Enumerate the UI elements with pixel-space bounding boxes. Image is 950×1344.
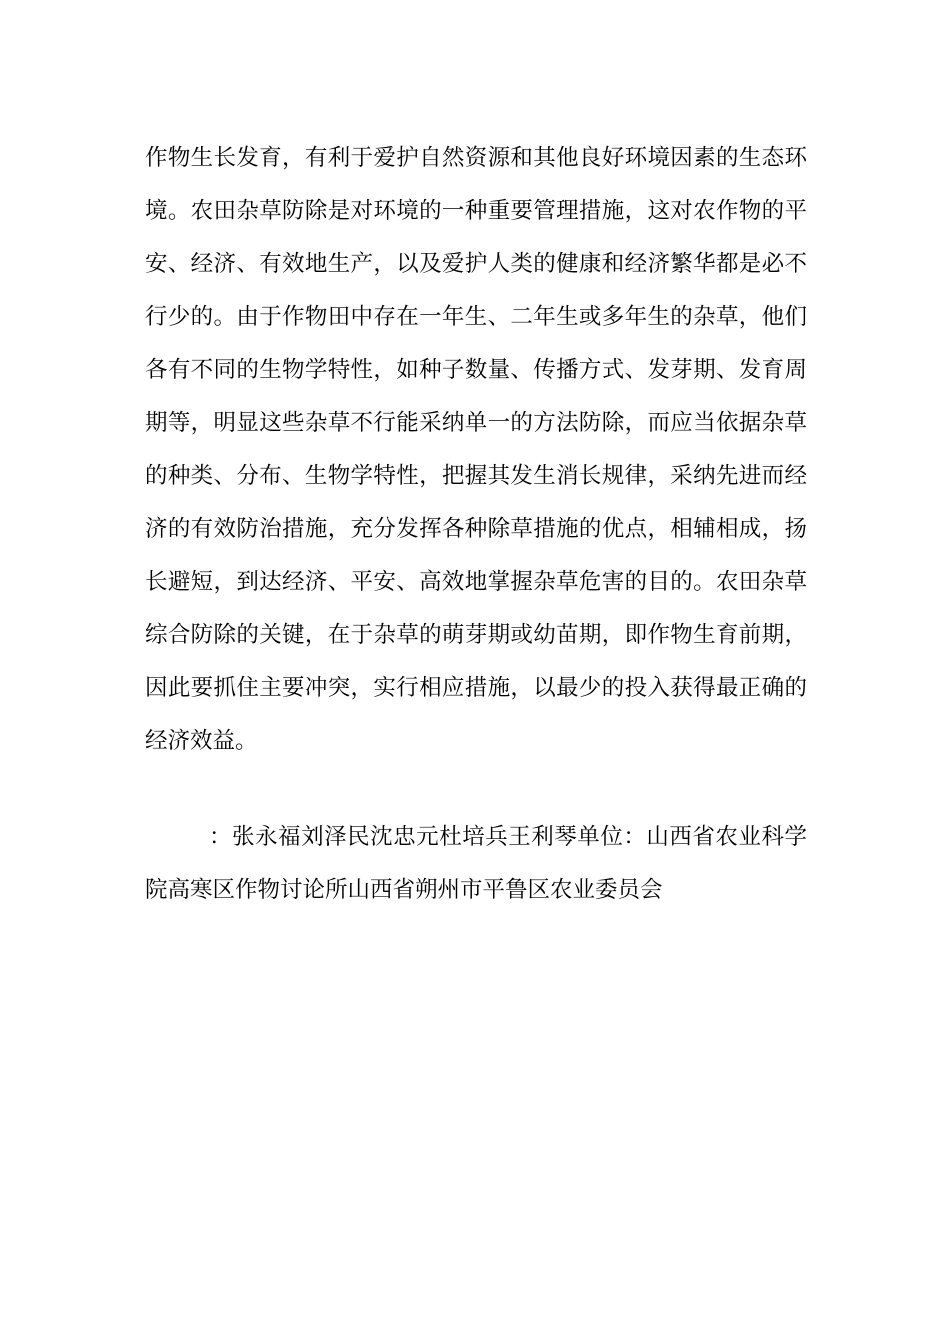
- author-line-1: ：张永福刘泽民沈忠元杜培兵王利琴单位：山西省农业科学: [209, 824, 807, 850]
- paragraph-line-3: 安、经济、有效地生产，以及爱护人类的健康和经济繁华都是必不: [145, 251, 807, 277]
- author-affiliation: [145, 811, 807, 917]
- paragraph-line-12: 经济效益。: [145, 728, 258, 754]
- paragraph-line-11: 因此要抓住主要冲突，实行相应措施，以最少的投入获得最正确的: [145, 675, 807, 701]
- body-paragraph: [145, 132, 807, 768]
- paragraph-line-10: 综合防除的关键，在于杂草的萌芽期或幼苗期，即作物生育前期，: [145, 622, 807, 648]
- paragraph-line-9: 长避短，到达经济、平安、高效地掌握杂草危害的目的。农田杂草: [145, 569, 807, 595]
- paragraph-line-5: 各有不同的生物学特性，如种子数量、传播方式、发芽期、发育周: [145, 357, 807, 383]
- paragraph-line-1: 作物生长发育，有利于爱护自然资源和其他良好环境因素的生态环: [145, 145, 807, 171]
- paragraph-line-4: 行少的。由于作物田中存在一年生、二年生或多年生的杂草，他们: [145, 304, 807, 330]
- paragraph-line-2: 境。农田杂草防除是对环境的一种重要管理措施，这对农作物的平: [145, 198, 807, 224]
- paragraph-line-7: 的种类、分布、生物学特性，把握其发生消长规律，采纳先进而经: [145, 463, 807, 489]
- paragraph-line-6: 期等，明显这些杂草不行能采纳单一的方法防除，而应当依据杂草: [145, 410, 807, 436]
- author-line-2: 院高寒区作物讨论所山西省朔州市平鲁区农业委员会: [145, 877, 663, 903]
- paragraph-line-8: 济的有效防治措施，充分发挥各种除草措施的优点，相辅相成，扬: [145, 516, 807, 542]
